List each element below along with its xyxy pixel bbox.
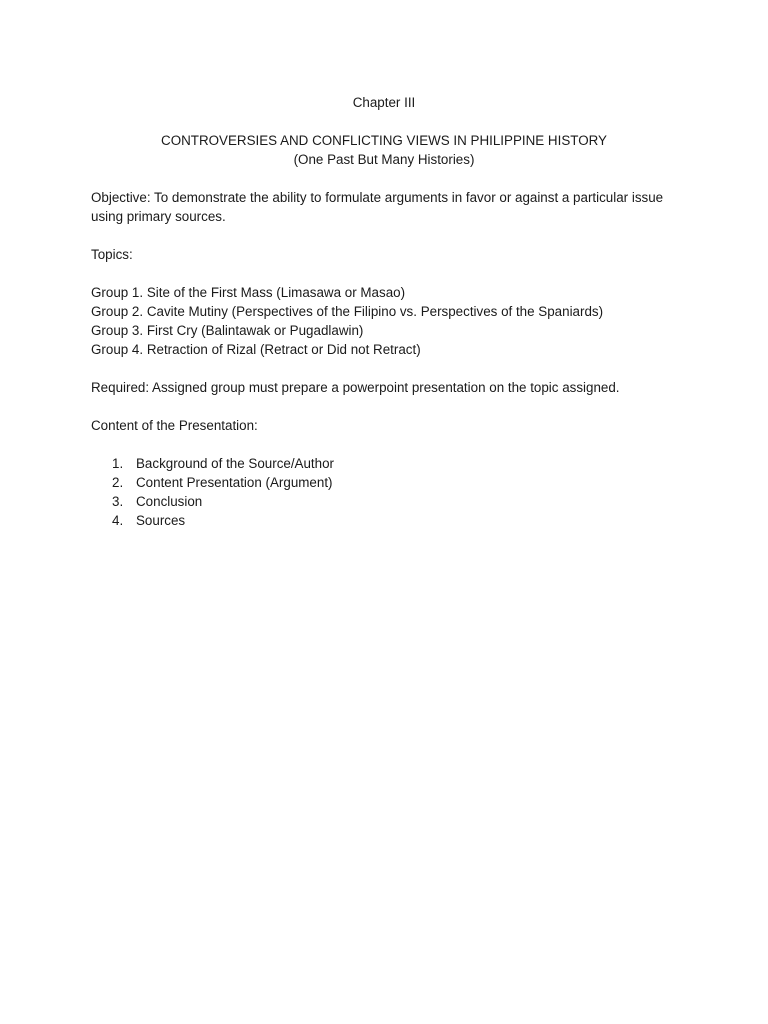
document-body — [91, 93, 691, 530]
list-item — [91, 454, 691, 473]
presentation-content-list — [91, 454, 691, 530]
list-number: 2. — [112, 475, 124, 490]
group-list — [91, 283, 691, 359]
list-item-text: Content Presentation (Argument) — [136, 475, 333, 490]
objective-paragraph: Objective: To demonstrate the ability to formulate arguments in favor or against a particular issue using primary sources. — [91, 190, 664, 224]
chapter-heading: Chapter III — [352, 95, 416, 110]
topics-label: Topics: — [91, 247, 133, 262]
required-paragraph: Required: Assigned group must prepare a powerpoint presentation on the topic assigned. — [91, 380, 620, 395]
list-item — [91, 473, 691, 492]
document-title: CONTROVERSIES AND CONFLICTING VIEWS IN PHILIPPINE HISTORY — [161, 133, 607, 148]
list-item-text: Conclusion — [136, 494, 203, 509]
group-item: Group 2. Cavite Mutiny (Perspectives of the Filipino vs. Perspectives of the Spaniards) — [91, 304, 604, 319]
group-item: Group 1. Site of the First Mass (Limasawa or Masao) — [91, 285, 406, 300]
content-label: Content of the Presentation: — [91, 418, 258, 433]
group-item: Group 4. Retraction of Rizal (Retract or Did not Retract) — [91, 342, 421, 357]
list-number: 1. — [112, 456, 124, 471]
list-item — [91, 511, 691, 530]
group-item: Group 3. First Cry (Balintawak or Pugadlawin) — [91, 323, 364, 338]
list-item-text: Background of the Source/Author — [136, 456, 335, 471]
document-subtitle: (One Past But Many Histories) — [293, 152, 475, 167]
list-number: 4. — [112, 513, 124, 528]
list-item — [91, 492, 691, 511]
list-item-text: Sources — [136, 513, 186, 528]
list-number: 3. — [112, 494, 124, 509]
